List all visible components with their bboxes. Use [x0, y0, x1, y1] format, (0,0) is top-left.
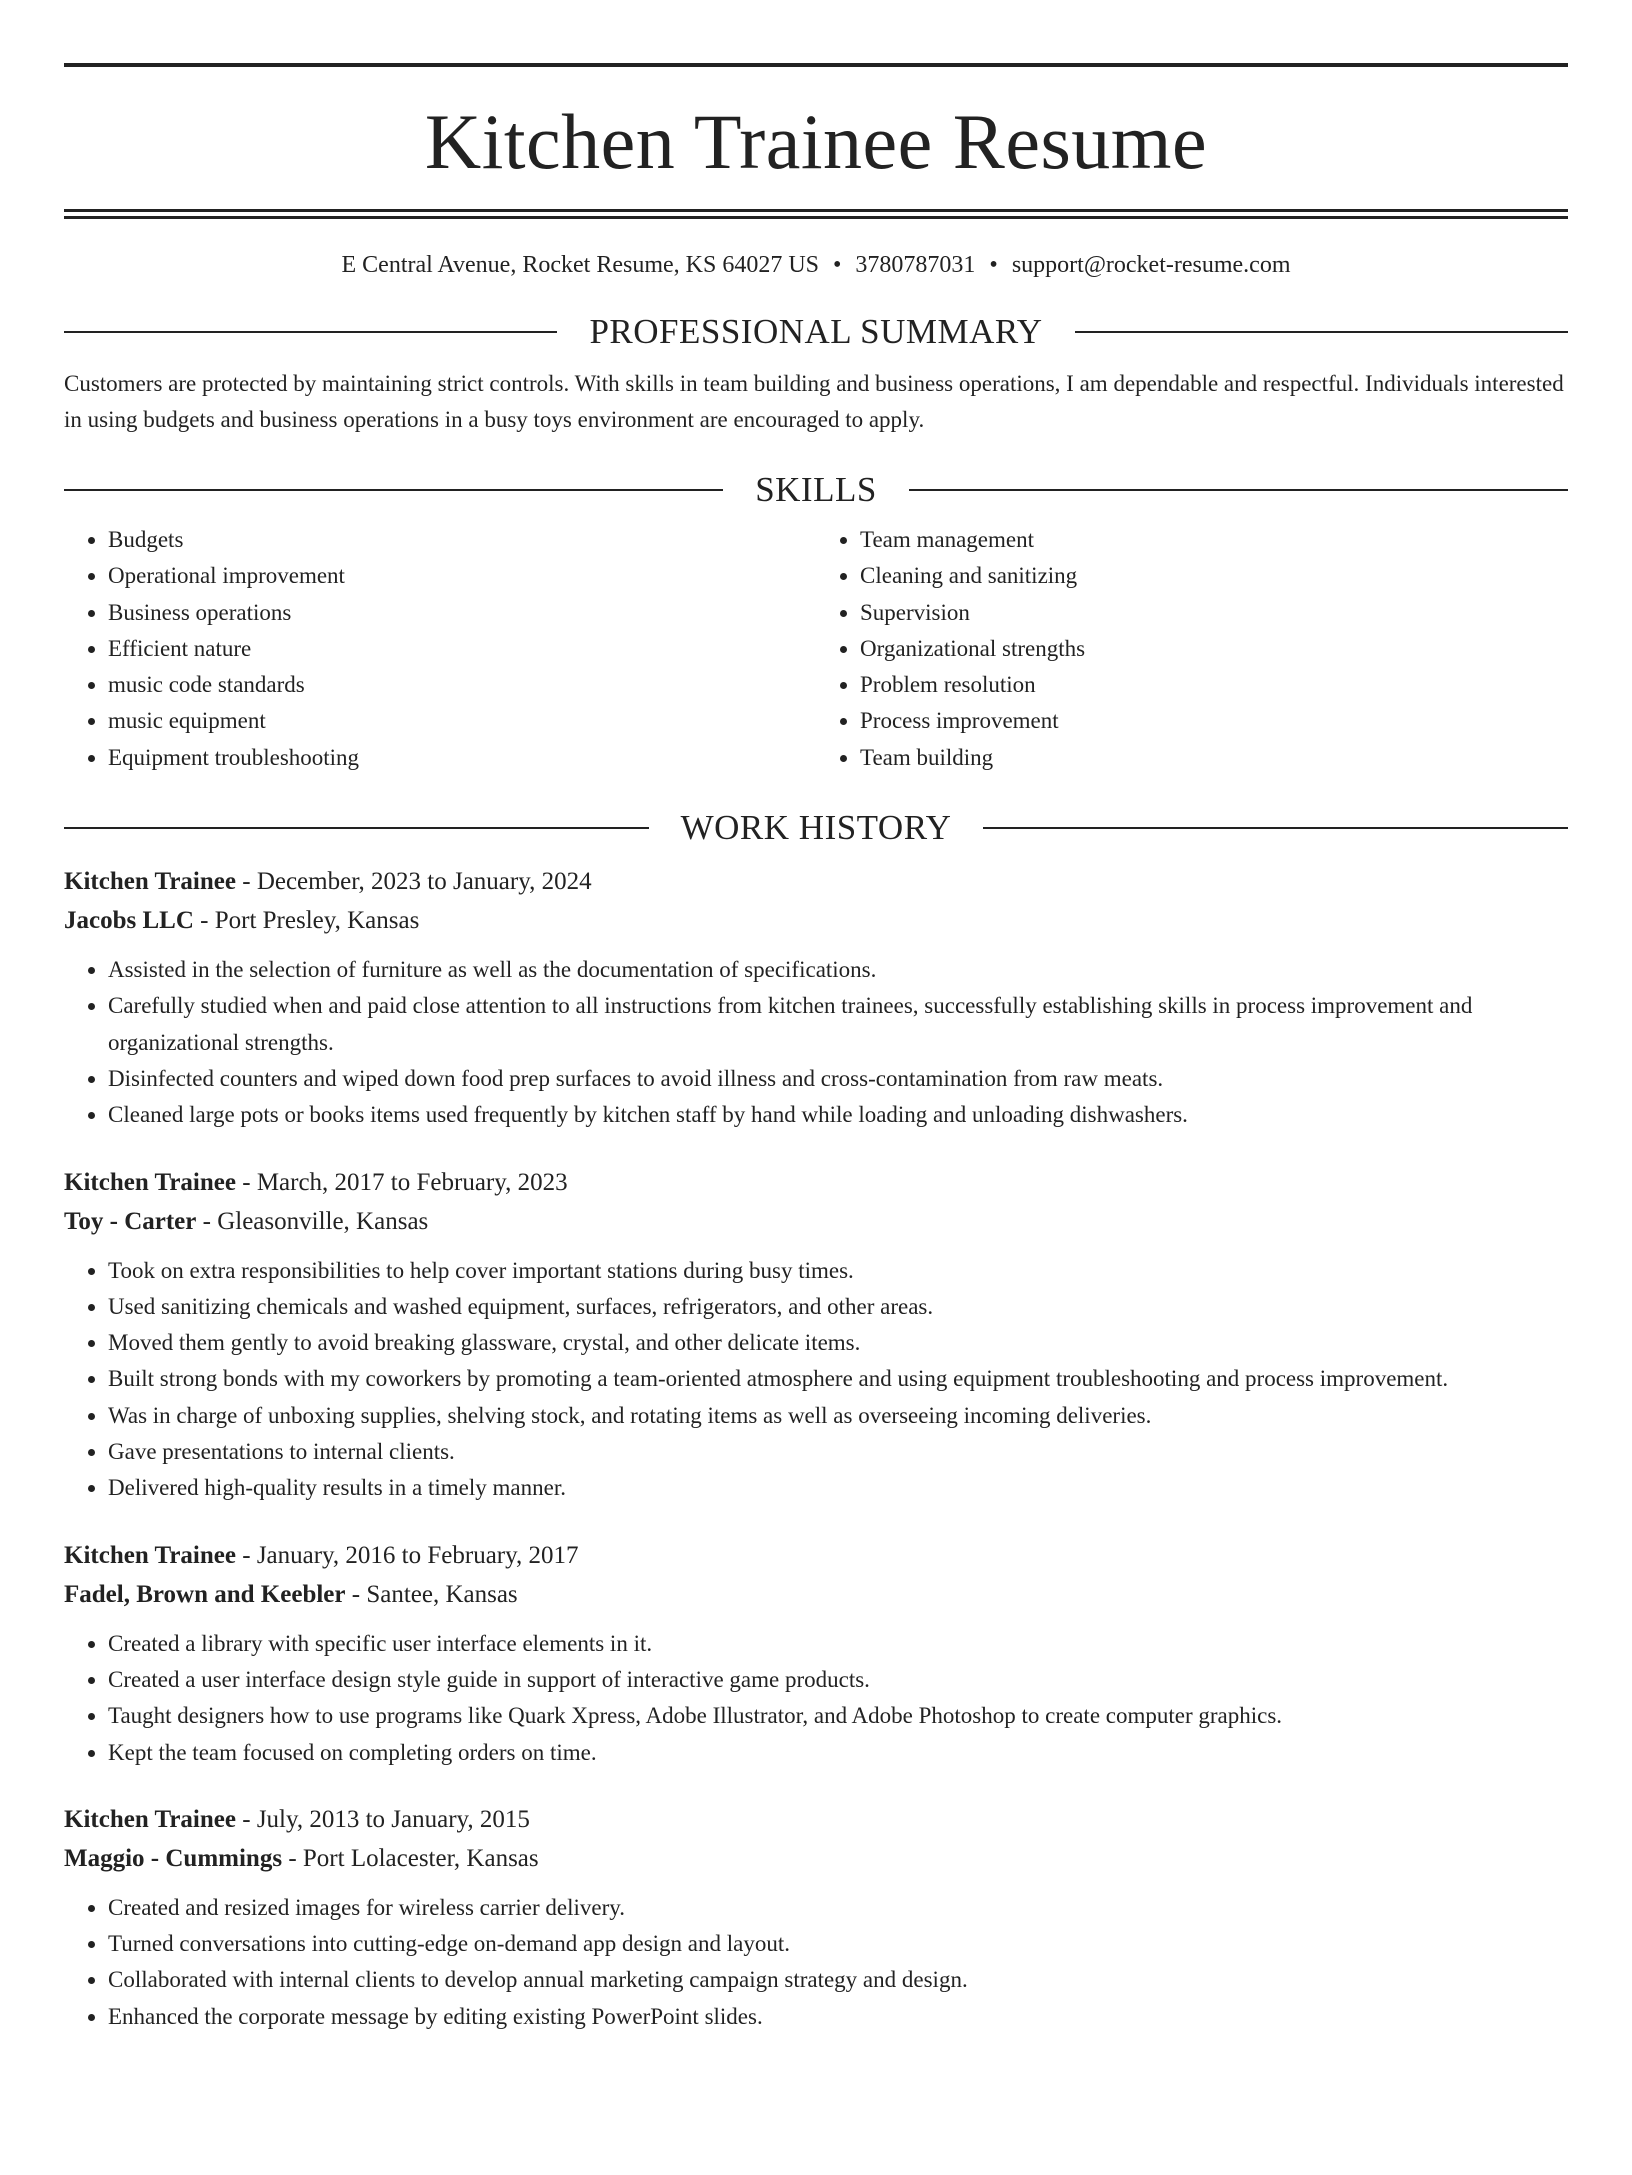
top-rule — [64, 63, 1568, 67]
list-item: • Cleaned large pots or books items used frequently by kitchen staff by hand while loading and unloading dishwashers. — [108, 1097, 1568, 1133]
list-item: • Created a library with specific user interface elements in it. — [108, 1626, 1568, 1662]
list-item: • Collaborated with internal clients to develop annual marketing campaign strategy and design. — [108, 1962, 1568, 1998]
section-title: SKILLS — [755, 470, 877, 509]
job-dash: - — [235, 1805, 257, 1833]
job-company-line — [64, 1202, 1568, 1241]
list-item: • music equipment — [108, 703, 816, 739]
section-rule — [64, 827, 649, 829]
list-item: • Enhanced the corporate message by editing existing PowerPoint slides. — [108, 1999, 1568, 2035]
job-dash: - — [282, 1844, 303, 1872]
job-entry — [64, 1800, 1568, 2035]
list-item: • Efficient nature — [108, 631, 816, 667]
skills-list-left — [64, 522, 816, 776]
list-item: • Took on extra responsibilities to help cover important stations during busy times. — [108, 1253, 1568, 1289]
list-item: • Business operations — [108, 595, 816, 631]
list-item: • Taught designers how to use programs like Quark Xpress, Adobe Illustrator, and Adobe Photoshop to create computer graphics. — [108, 1698, 1568, 1734]
job-dates: January, 2016 to February, 2017 — [256, 1541, 579, 1569]
job-location: Gleasonville, Kansas — [217, 1207, 429, 1235]
contact-separator: • — [833, 252, 842, 278]
contact-address: E Central Avenue, Rocket Resume, KS 64027 US — [341, 252, 819, 278]
job-company-line — [64, 901, 1568, 940]
job-entry — [64, 1536, 1568, 1771]
section-rule — [64, 331, 557, 333]
job-dash: - — [345, 1580, 367, 1608]
list-item: • Created a user interface design style guide in support of interactive game products. — [108, 1662, 1568, 1698]
job-location: Santee, Kansas — [366, 1580, 518, 1608]
job-dash: - — [193, 907, 215, 935]
job-dates: December, 2023 to January, 2024 — [256, 868, 592, 896]
list-item: • Organizational strengths — [860, 631, 1568, 667]
job-company: Fadel, Brown and Keebler — [64, 1580, 346, 1608]
job-company: Maggio - Cummings — [64, 1844, 283, 1872]
job-title: Kitchen Trainee — [64, 868, 236, 896]
list-item: • Kept the team focused on completing orders on time. — [108, 1735, 1568, 1771]
job-title-line — [64, 1536, 1568, 1575]
job-title: Kitchen Trainee — [64, 1541, 236, 1569]
resume-title: Kitchen Trainee Resume — [424, 98, 1208, 185]
list-item: • Was in charge of unboxing supplies, shelving stock, and rotating items as well as overseeing incoming deliveries. — [108, 1398, 1568, 1434]
job-company: Jacobs LLC — [64, 907, 194, 935]
job-bullets — [64, 1890, 1568, 2035]
section-header-summary — [64, 310, 1568, 354]
job-company-line — [64, 1839, 1568, 1878]
job-bullets — [64, 1253, 1568, 1507]
list-item: • Supervision — [860, 595, 1568, 631]
list-item: • music code standards — [108, 667, 816, 703]
contact-phone: 3780787031 — [855, 252, 976, 278]
job-location: Port Lolacester, Kansas — [302, 1844, 539, 1872]
list-item: • Moved them gently to avoid breaking glassware, crystal, and other delicate items. — [108, 1325, 1568, 1361]
work-history-list — [64, 862, 1568, 2035]
skills-list-right — [816, 522, 1568, 776]
section-title: PROFESSIONAL SUMMARY — [589, 312, 1043, 351]
job-company-line — [64, 1575, 1568, 1614]
job-title-line — [64, 1163, 1568, 1202]
job-bullets — [64, 952, 1568, 1133]
job-dates: July, 2013 to January, 2015 — [256, 1805, 530, 1833]
list-item: • Budgets — [108, 522, 816, 558]
section-rule — [64, 489, 723, 491]
job-entry — [64, 862, 1568, 1133]
summary-text: Customers are protected by maintaining strict controls. With skills in team building and business operations, I am dependable and respectful. Individuals interested in using budgets and business operations in a busy toys environment are encouraged to apply. — [64, 371, 1564, 432]
list-item: • Gave presentations to internal clients. — [108, 1434, 1568, 1470]
job-dash: - — [235, 1541, 257, 1569]
job-title: Kitchen Trainee — [64, 1805, 236, 1833]
job-title: Kitchen Trainee — [64, 1168, 236, 1196]
section-header-skills — [64, 468, 1568, 512]
section-rule — [909, 489, 1568, 491]
job-dash: - — [235, 868, 257, 896]
job-dash: - — [196, 1207, 218, 1235]
list-item: • Delivered high-quality results in a timely manner. — [108, 1470, 1568, 1506]
contact-separator: • — [989, 252, 998, 278]
contact-line — [64, 250, 1568, 280]
list-item: • Process improvement — [860, 703, 1568, 739]
job-bullets — [64, 1626, 1568, 1771]
job-location: Port Presley, Kansas — [214, 907, 420, 935]
list-item: • Disinfected counters and wiped down food prep surfaces to avoid illness and cross-contamination from raw meats. — [108, 1061, 1568, 1097]
section-header-work-history — [64, 806, 1568, 850]
list-item: • Carefully studied when and paid close attention to all instructions from kitchen trainees, successfully establishing skills in process improvement and organizational strengths. — [108, 988, 1568, 1061]
list-item: • Created and resized images for wireless carrier delivery. — [108, 1890, 1568, 1926]
job-title-line — [64, 862, 1568, 901]
list-item: • Team management — [860, 522, 1568, 558]
job-dates: March, 2017 to February, 2023 — [256, 1168, 568, 1196]
section-rule — [983, 827, 1568, 829]
job-dash: - — [235, 1168, 257, 1196]
contact-email: support@rocket-resume.com — [1011, 252, 1291, 278]
section-title: WORK HISTORY — [680, 808, 952, 848]
list-item: • Turned conversations into cutting-edge on-demand app design and layout. — [108, 1926, 1568, 1962]
list-item: • Cleaning and sanitizing — [860, 558, 1568, 594]
list-item: • Operational improvement — [108, 558, 816, 594]
skills-columns — [64, 522, 1568, 776]
list-item: • Equipment troubleshooting — [108, 740, 816, 776]
list-item: • Problem resolution — [860, 667, 1568, 703]
resume-page — [0, 63, 1632, 2175]
job-title-line — [64, 1800, 1568, 1839]
list-item: • Used sanitizing chemicals and washed equipment, surfaces, refrigerators, and other areas. — [108, 1289, 1568, 1325]
job-entry — [64, 1163, 1568, 1507]
section-rule — [1075, 331, 1568, 333]
list-item: • Assisted in the selection of furniture as well as the documentation of specifications. — [108, 952, 1568, 988]
list-item: • Team building — [860, 740, 1568, 776]
title-double-rule — [64, 209, 1568, 219]
job-company: Toy - Carter — [64, 1207, 197, 1235]
list-item: • Built strong bonds with my coworkers by promoting a team-oriented atmosphere and using equipment troubleshooting and process improvement. — [108, 1361, 1568, 1397]
